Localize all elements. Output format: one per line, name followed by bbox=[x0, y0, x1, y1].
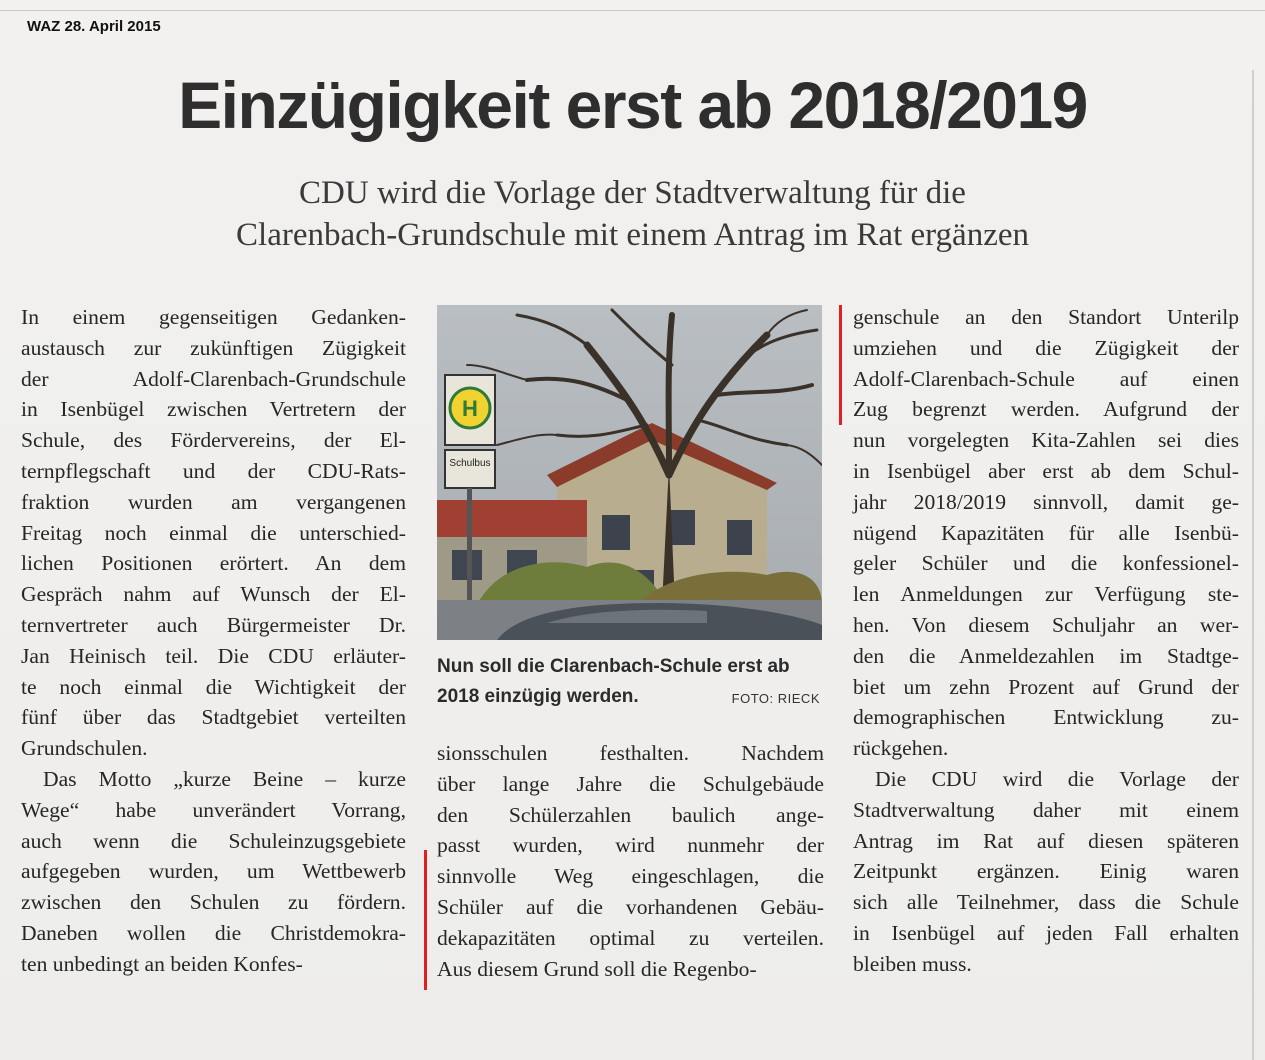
article-line: sinnvolle Weg eingeschlagen, die bbox=[437, 864, 824, 889]
article-line: geler Schüler und die konfessionel- bbox=[853, 551, 1239, 576]
article-line: dekapazitäten optimal zu verteilen. bbox=[437, 925, 824, 950]
photo-caption-line-2 bbox=[437, 682, 824, 712]
article-line: zwischen den Schulen zu fördern. bbox=[21, 890, 406, 915]
headline: Einzügigkeit erst ab 2018/2019 bbox=[178, 68, 1087, 142]
photo-caption-line-1: Nun soll die Clarenbach-Schule erst ab bbox=[437, 656, 790, 677]
article-line: in Isenbügel aber erst ab dem Schul- bbox=[853, 458, 1239, 483]
article-line: nun vorgelegten Kita-Zahlen sei dies bbox=[853, 428, 1239, 453]
article-line: ternpflegschaft und der CDU-Rats- bbox=[21, 458, 406, 483]
article-line: bleiben muss. bbox=[853, 951, 972, 976]
article-line: Gespräch nahm auf Wunsch der El- bbox=[21, 582, 406, 607]
article-line: nügend Kapazitäten für alle Isenbü- bbox=[853, 520, 1239, 545]
article-line: Jan Heinisch teil. Die CDU erläuter- bbox=[21, 643, 406, 668]
school-photo bbox=[437, 305, 822, 640]
article-line: Aus diesem Grund soll die Regenbo- bbox=[437, 956, 757, 981]
photo-credit: FOTO: RIECK bbox=[731, 691, 820, 706]
article-line: Stadtverwaltung daher mit einem bbox=[853, 797, 1239, 822]
article-line: fünf über das Stadtgebiet verteilten bbox=[21, 705, 406, 730]
svg-text:H: H bbox=[462, 396, 478, 421]
article-line: Antrag im Rat auf diesen späteren bbox=[853, 828, 1239, 853]
article-line: über lange Jahre die Schulgebäude bbox=[437, 771, 824, 796]
school-photo-image bbox=[437, 305, 822, 640]
article-line: Schule, des Fördervereins, der El- bbox=[21, 428, 406, 453]
article-line: fraktion wurden am vergangenen bbox=[21, 489, 406, 514]
photo-caption bbox=[437, 652, 824, 712]
article-line: genschule an den Standort Unterilp bbox=[853, 305, 1239, 329]
article-line: Zug begrenzt werden. Aufgrund der bbox=[853, 397, 1239, 422]
article-line: auch wenn die Schuleinzugsgebiete bbox=[21, 828, 406, 853]
article-line: demographischen Entwicklung zu- bbox=[853, 705, 1239, 730]
article-line: sionsschulen festhalten. Nachdem bbox=[437, 741, 824, 765]
article-line: rückgehen. bbox=[853, 736, 949, 761]
subheadline-line-1: CDU wird die Vorlage der Stadtverwaltung für die bbox=[299, 175, 966, 211]
article-line: in Isenbügel auf jeden Fall erhalten bbox=[853, 920, 1239, 945]
article-line: passt wurden, wird nunmehr der bbox=[437, 833, 824, 858]
article-line: te noch einmal die Wichtigkeit der bbox=[21, 674, 406, 699]
article-line: Daneben wollen die Christdemokra- bbox=[21, 920, 406, 945]
article-line: Das Motto „kurze Beine – kurze bbox=[43, 766, 406, 791]
article-line: in Isenbügel zwischen Vertretern der bbox=[21, 397, 406, 422]
article-line: sich alle Teilnehmer, dass die Schule bbox=[853, 890, 1239, 915]
article-line: Wege“ habe unverändert Vorrang, bbox=[21, 797, 406, 822]
red-margin-mark-1 bbox=[839, 305, 842, 425]
photo-caption-line-2-text: 2018 einzügig werden. bbox=[437, 686, 639, 707]
article-line: lichen Positionen erörtert. An dem bbox=[21, 551, 406, 576]
article-line: umziehen und die Zügigkeit der bbox=[853, 335, 1239, 360]
article-line: austausch zur zukünftigen Zügigkeit bbox=[21, 335, 406, 360]
source-label: WAZ 28. April 2015 bbox=[27, 18, 161, 35]
article-line: jahr 2018/2019 sinnvoll, damit ge- bbox=[853, 489, 1239, 514]
article-line: der Adolf-Clarenbach-Grundschule bbox=[21, 366, 406, 391]
article-line: Freitag noch einmal die unterschied- bbox=[21, 520, 406, 545]
article-line: Die CDU wird die Vorlage der bbox=[875, 766, 1239, 791]
article-column-2 bbox=[437, 738, 824, 984]
article-line: Zeitpunkt ergänzen. Einig waren bbox=[853, 859, 1239, 884]
red-margin-mark-2 bbox=[424, 850, 427, 990]
top-rule bbox=[0, 10, 1265, 11]
article-line: aufgegeben wurden, um Wettbewerb bbox=[21, 859, 406, 884]
article-line: hen. Von diesem Schuljahr an wer- bbox=[853, 612, 1239, 637]
article-line: Adolf-Clarenbach-Schule auf einen bbox=[853, 366, 1239, 391]
bus-stop-sign-label: Schulbus bbox=[449, 458, 491, 469]
article-line: len Anmeldungen zur Verfügung ste- bbox=[853, 582, 1239, 607]
article-line: den die Anmeldezahlen im Stadtge- bbox=[853, 643, 1239, 668]
article-line: Grundschulen. bbox=[21, 736, 148, 761]
article-line: Schüler auf die vorhandenen Gebäu- bbox=[437, 894, 824, 919]
subheadline-line-2: Clarenbach-Grundschule mit einem Antrag im Rat ergänzen bbox=[236, 217, 1029, 253]
article-line: In einem gegenseitigen Gedanken- bbox=[21, 305, 406, 329]
article-line: ten unbedingt an beiden Konfes- bbox=[21, 951, 303, 976]
article-column-3 bbox=[853, 302, 1239, 980]
article-line: biet um zehn Prozent auf Grund der bbox=[853, 674, 1239, 699]
article-line: den Schülerzahlen baulich ange- bbox=[437, 802, 824, 827]
article-column-1 bbox=[21, 302, 406, 980]
article-line: ternvertreter auch Bürgermeister Dr. bbox=[21, 612, 406, 637]
